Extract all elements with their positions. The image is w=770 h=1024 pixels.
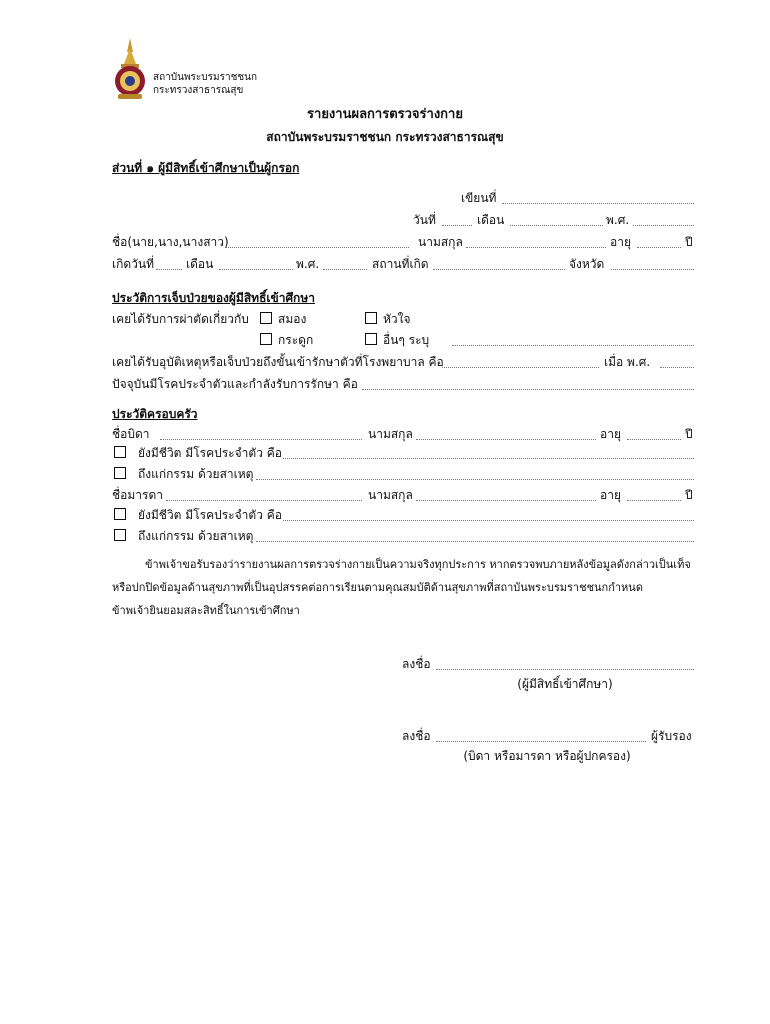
declaration-line-1: ข้าพเจ้าขอรับรองว่ารายงานผลการตรวจร่างกายเป็นความจริงทุกประการ หากตรวจพบภายหลังข้อมูลดังกล่าวเป็นเท็จ (145, 558, 691, 571)
birth-month-field[interactable] (219, 257, 293, 270)
father-deceased-label: ถึงแก่กรรม ด้วยสาเหตุ (138, 467, 254, 481)
written-at-field[interactable] (502, 191, 694, 204)
other-checkbox[interactable] (365, 333, 377, 345)
age-label: อายุ (610, 235, 631, 249)
declaration-line-3: ข้าพเจ้ายินยอมสละสิทธิ์ในการเข้าศึกษา (112, 604, 300, 617)
date-label: วันที่ (413, 213, 436, 227)
bone-option-label: กระดูก (278, 333, 314, 347)
year-label: พ.ศ. (606, 213, 630, 227)
heart-checkbox[interactable] (365, 312, 377, 324)
father-name-field[interactable] (160, 427, 362, 440)
father-surname-label: นามสกุล (368, 427, 413, 441)
father-label: ชื่อบิดา (112, 427, 150, 441)
surname-label: นามสกุล (418, 235, 463, 249)
birth-year-label: พ.ศ. (296, 257, 320, 271)
birthplace-field[interactable] (433, 257, 565, 270)
written-at-label: เขียนที่ (461, 191, 497, 205)
province-field[interactable] (611, 257, 694, 270)
guardian-caption: (บิดา หรือมารดา หรือผู้ปกครอง) (463, 749, 631, 763)
father-surname-field[interactable] (416, 427, 596, 440)
name-label: ชื่อ(นาย,นาง,นางสาว) (112, 235, 229, 249)
chronic-field[interactable] (362, 377, 694, 390)
mother-surname-label: นามสกุล (368, 488, 413, 502)
name-field[interactable] (226, 235, 409, 248)
month-field[interactable] (510, 213, 603, 226)
bone-checkbox[interactable] (260, 333, 272, 345)
father-age-field[interactable] (627, 427, 681, 440)
mother-age-field[interactable] (627, 488, 681, 501)
certifier-signature-field[interactable] (436, 729, 646, 742)
section-1-heading: ส่วนที่ ๑ ผู้มีสิทธิ์เข้าศึกษาเป็นผู้กรอก (112, 161, 300, 175)
form-title: รายงานผลการตรวจร่างกาย (307, 107, 463, 122)
applicant-signature-field[interactable] (436, 657, 694, 670)
mother-age-unit: ปี (685, 488, 693, 502)
father-alive-label: ยังมีชีวิต มีโรคประจำตัว คือ (138, 446, 282, 460)
birth-date-label: เกิดวันที่ (112, 257, 155, 271)
father-alive-checkbox[interactable] (114, 446, 126, 458)
chronic-label: ปัจจุบันมีโรคประจำตัวและกำลังรับการรักษา คือ (112, 377, 358, 391)
institute-emblem-icon (112, 36, 148, 102)
father-deceased-checkbox[interactable] (114, 467, 126, 479)
father-age-unit: ปี (685, 427, 693, 441)
year-field[interactable] (633, 213, 694, 226)
brain-checkbox[interactable] (260, 312, 272, 324)
when-label: เมื่อ พ.ศ. (604, 355, 651, 369)
applicant-caption: (ผู้มีสิทธิ์เข้าศึกษา) (517, 677, 613, 691)
mother-age-label: อายุ (600, 488, 621, 502)
birth-date-field[interactable] (156, 257, 182, 270)
mother-surname-field[interactable] (416, 488, 596, 501)
heart-option-label: หัวใจ (383, 312, 411, 326)
form-subtitle: สถาบันพระบรมราชชนก กระทรวงสาธารณสุข (266, 130, 504, 144)
accident-label: เคยได้รับอุบัติเหตุหรือเจ็บป่วยถึงขั้นเข้ารักษาตัวที่โรงพยาบาล คือ (112, 355, 444, 369)
when-field[interactable] (660, 355, 694, 368)
mother-deceased-label: ถึงแก่กรรม ด้วยสาเหตุ (138, 529, 254, 543)
other-specify-field[interactable] (452, 333, 694, 346)
accident-field[interactable] (442, 355, 599, 368)
date-field[interactable] (442, 213, 472, 226)
mother-alive-field[interactable] (283, 508, 694, 521)
applicant-sign-label: ลงชื่อ (402, 657, 431, 671)
age-field[interactable] (637, 235, 681, 248)
declaration-line-2: หรือปกปิดข้อมูลด้านสุขภาพที่เป็นอุปสรรคต่อการเรียนตามคุณสมบัติด้านสุขภาพที่สถาบันพระบรมราชชนกกำหนด (112, 581, 643, 594)
province-label: จังหวัด (569, 257, 605, 271)
certifier-label: ผู้รับรอง (651, 729, 692, 743)
mother-deceased-checkbox[interactable] (114, 529, 126, 541)
surname-field[interactable] (466, 235, 606, 248)
father-age-label: อายุ (600, 427, 621, 441)
mother-alive-label: ยังมีชีวิต มีโรคประจำตัว คือ (138, 508, 282, 522)
father-deceased-field[interactable] (256, 467, 694, 480)
illness-heading: ประวัติการเจ็บป่วยของผู้มีสิทธิ์เข้าศึกษา (112, 291, 315, 305)
org-line-2: กระทรวงสาธารณสุข (153, 85, 244, 96)
birth-year-field[interactable] (323, 257, 367, 270)
month-label: เดือน (477, 213, 505, 227)
mother-label: ชื่อมารดา (112, 488, 163, 502)
surgery-label: เคยได้รับการผ่าตัดเกี่ยวกับ (112, 312, 249, 326)
brain-option-label: สมอง (278, 312, 307, 326)
birthplace-label: สถานที่เกิด (372, 257, 429, 271)
father-alive-field[interactable] (283, 446, 694, 459)
mother-name-field[interactable] (166, 488, 362, 501)
mother-alive-checkbox[interactable] (114, 508, 126, 520)
org-line-1: สถาบันพระบรมราชชนก (153, 72, 258, 83)
family-heading: ประวัติครอบครัว (112, 407, 198, 421)
mother-deceased-field[interactable] (256, 529, 694, 542)
certifier-sign-label: ลงชื่อ (402, 729, 431, 743)
other-option-label: อื่นๆ ระบุ (383, 333, 430, 347)
age-unit: ปี (685, 235, 693, 249)
birth-month-label: เดือน (186, 257, 214, 271)
